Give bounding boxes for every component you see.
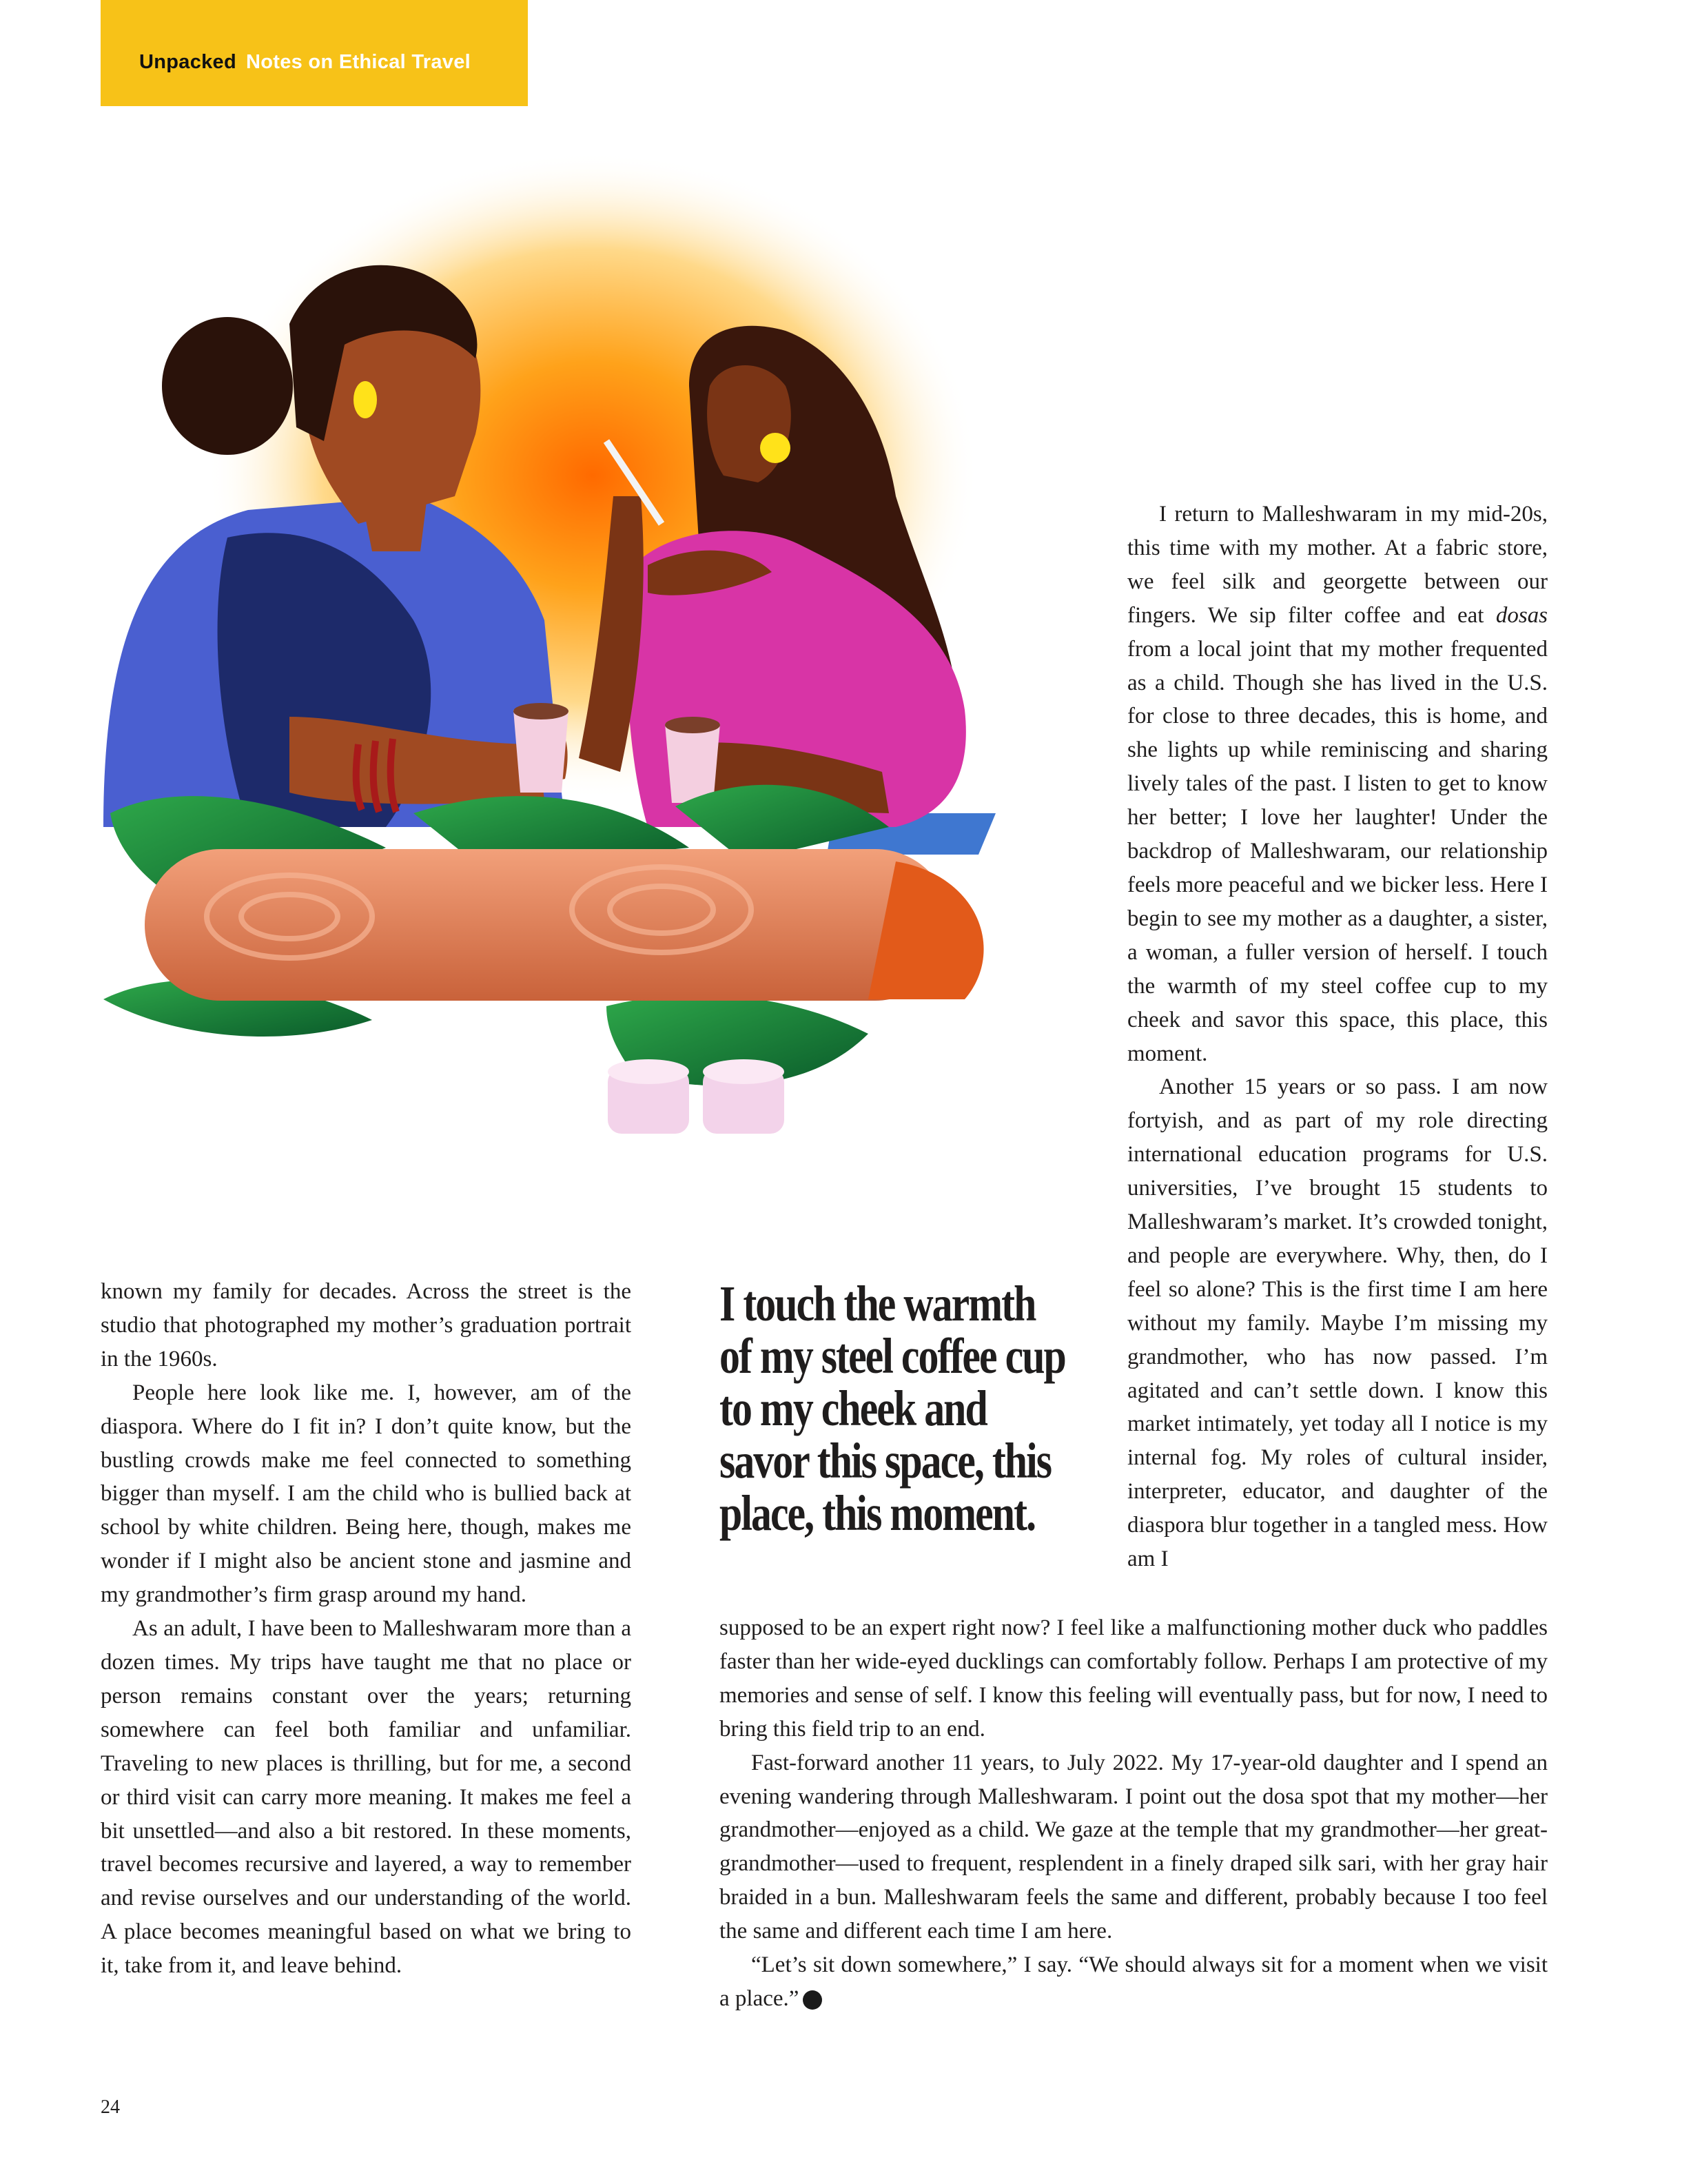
page-number: 24 [101, 2096, 120, 2118]
paragraph: Another 15 years or so pass. I am now fortyish, and as part of my role directing international education programs for U.S. universities, I’ve brought 15 students to Malleshwaram’s market. It’s crowded tonight, and people are everywhere. Why, then, do I feel so alone? This is the first time I am here without my family. Maybe I’m missing my grandmother, who has now passed. I’m agitated and can’t settle down. I know this market intimately, yet today all I notice is my internal fog. My roles of cultural insider, interpreter, educator, and daughter of the diaspora blur together in a tangled mess. How am I [1127, 1074, 1548, 1572]
paragraph: Fast-forward another 11 years, to July 2022. My 17-year-old daughter and I spend an evening wandering through Malleshwaram. I point out the dosa spot that my mother—her grandmother—enjoyed as a child. We gaze at the temple that my grandmother—her great-grandmother—used to frequent, resplendent in a finely draped silk sari, with her gray hair braided in a bun. Malleshwaram feels the same and different, probably because I too feel the same and different each time I am here. [719, 1750, 1548, 1944]
coffee-cup-icon [665, 724, 720, 803]
small-coffee-cups [608, 1059, 784, 1134]
article-column-bottom [719, 1611, 1548, 2016]
section-header [139, 51, 471, 74]
right-woman-figure [579, 326, 966, 827]
sun-glow [207, 152, 978, 799]
series-title: Notes on Ethical Travel [246, 51, 471, 73]
dosa-icon [145, 849, 984, 1001]
spoon-icon [606, 441, 662, 524]
earring-icon [760, 433, 790, 463]
paragraph: known my family for decades. Across the street is the studio that photographed my mother’s graduation portrait in the 1960s. [101, 1279, 631, 1371]
section-header-band [101, 0, 528, 106]
coffee-cup-icon [513, 710, 568, 793]
paragraph: People here look like me. I, however, am of the diaspora. Where do I fit in? I don’t quite know, but the bustling crowds make me feel connected to something bigger than myself. I am the child who is bullied back at school by white children. Being here, though, makes me wonder if I might also be ancient stone and jasmine and my grandmother’s firm grasp around my hand. [101, 1380, 631, 1608]
end-of-article-icon: A [803, 1990, 822, 2010]
paragraph: I return to Malleshwaram in my mid-20s, this time with my mother. At a fabric store, we feel silk and georgette between our fingers. We sip filter coffee and eat dosas from a local joint that my mother frequented as a child. Though she has lived in the U.S. for close to three decades, this is home, and she lights up while reminiscing and sharing lively tales of the past. I listen to get to know her better; I love her laughter! Under the backdrop of Malleshwaram, our relationship feels more peaceful and we bicker less. Here I begin to see my mother as a daughter, a sister, a woman, a fuller version of herself. I touch the warmth of my steel coffee cup to my cheek and savor this space, this place, this moment. [1127, 502, 1548, 1066]
pull-quote: I touch the warmth of my steel coffee cup to my cheek and savor this space, this place, this moment. [719, 1276, 1065, 1541]
left-woman-figure [103, 265, 568, 827]
article-column-left [101, 1275, 631, 1983]
earring-icon [353, 381, 377, 418]
paragraph: As an adult, I have been to Malleshwaram more than a dozen times. My trips have taught me that no place or person remains constant over the years; returning somewhere can feel both familiar and unfamiliar. Traveling to new places is thrilling, but for me, a second or third visit can carry more meaning. It makes me feel a bit unsettled—and also a bit restored. In these moments, travel becomes recursive and layered, a way to remember and revise ourselves and our understanding of the world. A place becomes meaningful based on what we bring to it, take from it, and leave behind. [101, 1616, 631, 1979]
blue-table-edge [827, 813, 996, 855]
paragraph: “Let’s sit down somewhere,” I say. “We should always sit for a moment when we visit a place.” A [719, 1952, 1548, 2011]
section-kicker: Unpacked [139, 51, 236, 73]
paragraph: supposed to be an expert right now? I feel like a malfunctioning mother duck who paddles faster than her wide-eyed ducklings can comfortably follow. Perhaps I am protective of my memories and sense of self. I know this feeling will eventually pass, but for now, I need to bring this field trip to an end. [719, 1615, 1548, 1742]
banana-leaves [103, 785, 889, 1086]
article-column-right [1127, 498, 1548, 1576]
